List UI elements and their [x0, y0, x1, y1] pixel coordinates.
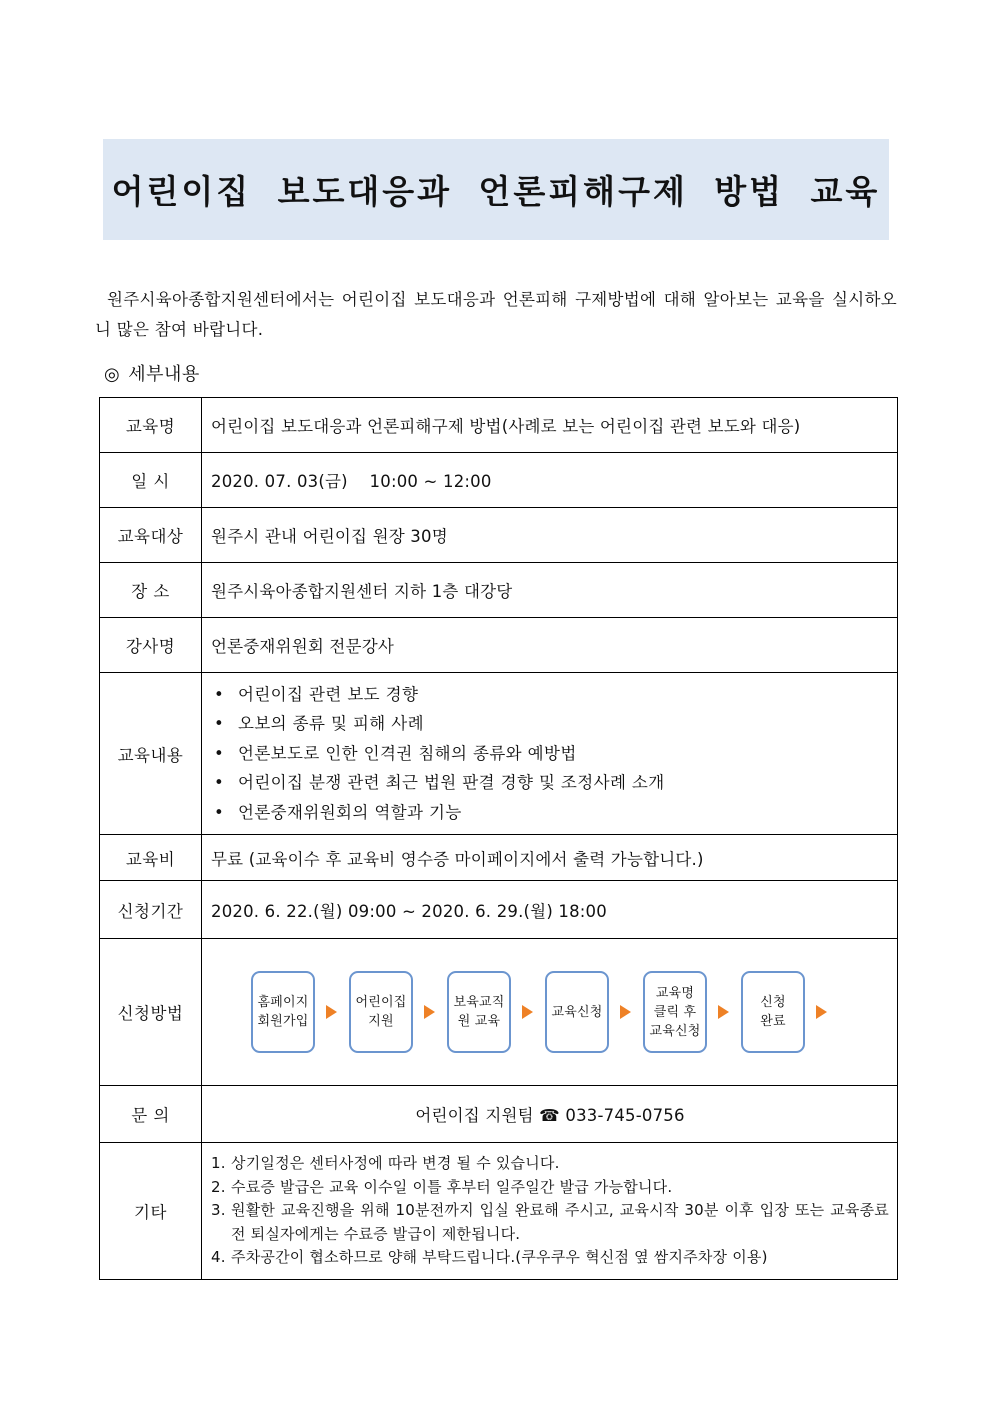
- arrow-right-icon: [326, 1005, 337, 1019]
- application-steps: [202, 971, 889, 1053]
- table-row-target: [100, 508, 898, 563]
- list-item: [211, 709, 889, 739]
- row-label: 교육대상: [100, 508, 202, 563]
- step-complete: [741, 971, 805, 1053]
- list-item: [211, 1176, 889, 1200]
- table-row-instructor: [100, 618, 898, 673]
- table-row-content: [100, 673, 898, 835]
- row-label: 장 소: [100, 563, 202, 618]
- step-text: 신청: [760, 995, 786, 1010]
- fee-value: 무료 (교육이수 후 교육비 영수증 마이페이지에서 출력 가능합니다.): [202, 835, 898, 881]
- notes-list: [211, 1143, 889, 1279]
- row-label: 일 시: [100, 453, 202, 508]
- list-item-text: 어린이집 분쟁 관련 최근 법원 판결 경향 및 조정사례 소개: [238, 773, 665, 793]
- course-name-value: 어린이집 보도대응과 언론피해구제 방법(사례로 보는 어린이집 관련 보도와 대응): [202, 398, 898, 453]
- step-daycare-support: [349, 971, 413, 1053]
- row-label: 신청방법: [100, 939, 202, 1086]
- row-label: 강사명: [100, 618, 202, 673]
- instructor-value: 언론중재위원회 전문강사: [202, 618, 898, 673]
- step-text: 교육신청: [551, 1004, 603, 1020]
- step-text: 홈페이지: [257, 995, 309, 1010]
- page-title: 어린이집 보도대응과 언론피해구제 방법 교육: [111, 172, 881, 211]
- arrow-right-icon: [816, 1005, 827, 1019]
- place-value: 원주시육아종합지원센터 지하 1층 대강당: [202, 563, 898, 618]
- arrow-right-icon: [718, 1005, 729, 1019]
- note-number: 4.: [211, 1248, 226, 1266]
- note-number: 1.: [211, 1154, 226, 1172]
- step-text: 완료: [760, 1014, 786, 1029]
- list-item: [211, 1152, 889, 1176]
- bullet-icon: •: [214, 714, 225, 734]
- table-row-datetime: [100, 453, 898, 508]
- row-label: 신청기간: [100, 881, 202, 939]
- method-cell: [202, 939, 898, 1086]
- list-item-text: 언론중재위원회의 역할과 기능: [238, 802, 462, 822]
- datetime-value: 2020. 07. 03(금) 10:00 ~ 12:00: [202, 453, 898, 508]
- double-circle-icon: ◎: [104, 364, 121, 385]
- step-text: 교육명: [655, 985, 695, 1001]
- list-item-text: 어린이집 관련 보도 경향: [238, 684, 419, 704]
- target-value: 원주시 관내 어린이집 원장 30명: [202, 508, 898, 563]
- bullet-icon: •: [214, 773, 225, 793]
- list-item: [211, 768, 889, 798]
- note-text: 상기일정은 센터사정에 따라 변경 될 수 있습니다.: [231, 1154, 560, 1172]
- etc-cell: [202, 1143, 898, 1280]
- step-text: 보육교직: [453, 995, 505, 1010]
- table-row-method: [100, 939, 898, 1086]
- list-item: [211, 1199, 889, 1246]
- table-row-etc: [100, 1143, 898, 1280]
- row-label: 교육비: [100, 835, 202, 881]
- note-number: 3.: [211, 1201, 226, 1219]
- row-label: 교육명: [100, 398, 202, 453]
- list-item: [211, 1246, 889, 1270]
- step-click-course: [643, 971, 707, 1053]
- bullet-icon: •: [214, 743, 225, 763]
- section-heading-label: 세부내용: [128, 364, 200, 385]
- section-heading: [104, 360, 200, 386]
- table-row-period: [100, 881, 898, 939]
- intro-paragraph: 원주시육아종합지원센터에서는 어린이집 보도대응과 언론피해 구제방법에 대해 알아보는 교육을 실시하오니 많은 참여 바랍니다.: [95, 289, 897, 339]
- step-text: 어린이집: [355, 995, 407, 1010]
- table-row-place: [100, 563, 898, 618]
- step-text: 지원: [368, 1014, 394, 1029]
- list-item-text: 오보의 종류 및 피해 사례: [238, 714, 424, 734]
- table-row-course-name: [100, 398, 898, 453]
- arrow-right-icon: [424, 1005, 435, 1019]
- arrow-right-icon: [620, 1005, 631, 1019]
- list-item-text: 언론보도로 인한 인격권 침해의 종류와 예방법: [238, 743, 577, 763]
- arrow-right-icon: [522, 1005, 533, 1019]
- note-text: 수료증 발급은 교육 이수일 이틀 후부터 일주일간 발급 가능합니다.: [231, 1177, 673, 1196]
- step-education-apply: [545, 971, 609, 1053]
- step-text: 원 교육: [457, 1014, 501, 1029]
- title-banner: [103, 139, 889, 240]
- note-text: 주차공간이 협소하므로 양해 부탁드립니다.(쿠우쿠우 혁신점 옆 쌈지주차장 이용): [231, 1248, 768, 1266]
- note-number: 2.: [211, 1177, 226, 1196]
- content-list: [211, 674, 889, 834]
- list-item: [211, 680, 889, 710]
- step-text: 교육신청: [649, 1023, 701, 1039]
- list-item: [211, 739, 889, 769]
- content-cell: [202, 673, 898, 835]
- step-text: 클릭 후: [653, 1004, 697, 1020]
- step-staff-education: [447, 971, 511, 1053]
- bullet-icon: •: [214, 684, 225, 704]
- step-text: 회원가입: [257, 1014, 309, 1029]
- period-value: 2020. 6. 22.(월) 09:00 ~ 2020. 6. 29.(월) 18:00: [202, 881, 898, 939]
- table-row-contact: [100, 1086, 898, 1143]
- detail-table: [99, 397, 898, 1280]
- bullet-icon: •: [214, 802, 225, 822]
- step-signup: [251, 971, 315, 1053]
- list-item: [211, 798, 889, 828]
- row-label: 기타: [100, 1143, 202, 1280]
- row-label: 교육내용: [100, 673, 202, 835]
- note-text: 원활한 교육진행을 위해 10분전까지 입실 완료해 주시고, 교육시작 30분 이후 입장 또는 교육종료 전 퇴실자에게는 수료증 발급이 제한됩니다.: [231, 1201, 889, 1243]
- row-label: 문 의: [100, 1086, 202, 1143]
- table-row-fee: [100, 835, 898, 881]
- contact-value: 어린이집 지원팀 ☎ 033-745-0756: [202, 1086, 898, 1143]
